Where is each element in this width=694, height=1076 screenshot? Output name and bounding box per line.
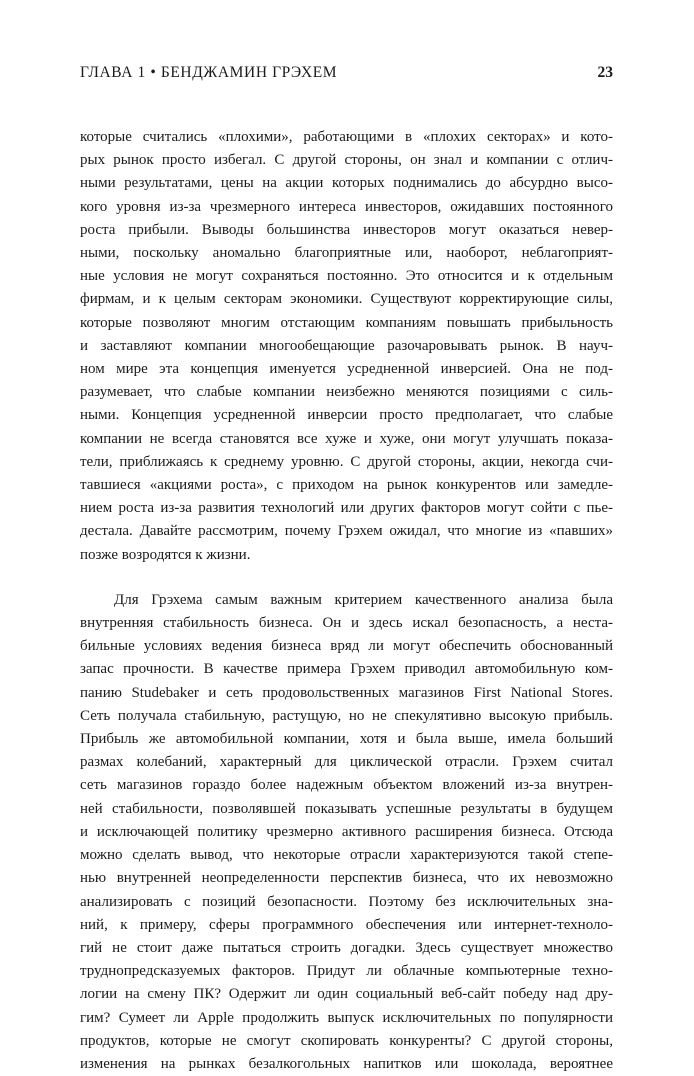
text-line: фирмам, и к целым секторам экономики. Существуют корректирующие силы, [80,291,613,308]
paragraph-1 [80,126,613,567]
text-line: и исключающей политику чрезмерно активного расширения бизнеса. Отсюда [80,823,613,840]
text-line: ными результатами, цены на акции которых поднимались до абсурдно высо- [80,175,613,192]
page-number: 23 [597,64,613,81]
text-line: сеть магазинов гораздо более надежным объектом вложений из-за внутрен- [80,777,613,794]
text-line: которые считались «плохими», работающими в «плохих секторах» и кото- [80,129,613,145]
text-line: нием роста из-за развития технологий или других факторов могут сойти с пье- [80,500,613,517]
text-line: внутренняя стабильность бизнеса. Он и здесь искал безопасность, а неста- [80,615,613,632]
text-line: тели, приближаясь к среднему уровню. С другой стороны, акции, некогда счи- [80,453,613,470]
paragraph-2 [80,589,613,1076]
text-line: дестала. Давайте рассмотрим, почему Грэхем ожидал, что многие из «павших» [80,523,613,540]
paragraph-spacer [80,567,613,589]
text-line: анализировать с позиций безопасности. Поэтому без исключительных зна- [80,893,613,910]
text-line: ными, поскольку аномально благоприятные или, наоборот, неблагоприят- [80,245,613,262]
text-line: кого уровня из-за чрезмерного интереса инвесторов, ожидавших постоянного [80,198,613,215]
text-line: компании не всегда становятся все хуже и хуже, они могут улучшать показа- [80,430,613,447]
text-line: ными. Концепция усредненной инверсии просто предполагает, что слабые [80,407,613,424]
text-line: логии на смену ПК? Одержит ли один социальный веб-сайт победу над дру- [80,986,613,1003]
text-line: можно сделать вывод, что некоторые отрасли характеризуются такой степе- [80,847,613,864]
text-line: нью внутренней неопределенности перспектив бизнеса, что их невозможно [80,870,613,887]
body-text [80,126,613,1076]
text-line: разумевает, что слабые компании неизбежно меняются позициями с силь- [80,384,613,401]
text-line: гий не стоит даже пытаться строить догадки. Здесь существует множество [80,939,613,956]
text-line: ном мире эта концепция именуется усредненной инверсией. Она не под- [80,361,613,378]
text-line: Для Грэхема самым важным критерием качественного анализа была [114,591,613,608]
text-line: которые позволяют многим отстающим компаниям повышать прибыльность [80,314,613,331]
running-header [80,64,613,82]
text-line: рых рынок просто избегал. С другой стороны, он знал и компании с отлич- [80,152,613,169]
text-line: ные условия не могут сохраняться постоянно. Это относится и к отдельным [80,268,613,285]
text-line: гим? Сумеет ли Apple продолжить выпуск исключительных по популярности [80,1009,613,1026]
text-line: и заставляют компании многообещающие разочаровывать рынок. В науч- [80,337,613,354]
text-line: ней стабильности, позволявшей показывать успешные результаты в будущем [80,800,613,817]
text-line: позже возродятся к жизни. [80,546,251,563]
text-line: тавшиеся «акциями роста», с приходом на рынок конкурентов или замедле- [80,477,613,494]
text-line: панию Studebaker и сеть продовольственных магазинов First National Stores. [80,684,613,701]
text-line: Прибыль же автомобильной компании, хотя и была выше, имела больший [80,731,613,748]
text-line: роста прибыли. Выводы большинства инвесторов могут оказаться невер- [80,221,613,238]
text-line: продуктов, которые не смогут скопировать конкуренты? С другой стороны, [80,1032,613,1049]
text-line: бильные условиях ведения бизнеса вряд ли могут обеспечить обоснованный [80,638,613,655]
text-line: ний, к примеру, сферы программного обеспечения или интернет-техноло- [80,916,613,933]
text-line: изменения на рынках безалкогольных напитков или шоколада, вероятнее [80,1055,613,1072]
text-line: труднопредсказуемых факторов. Придут ли облачные компьютерные техно- [80,963,613,980]
text-line: запас прочности. В качестве примера Грэхем приводил автомобильную ком- [80,661,613,678]
text-line: Сеть получала стабильную, растущую, но не спекулятивно высокую прибыль. [80,707,613,724]
running-title: ГЛАВА 1 • БЕНДЖАМИН ГРЭХЕМ [80,64,338,81]
text-line: размах колебаний, характерный для циклической отрасли. Грэхем считал [80,754,613,771]
